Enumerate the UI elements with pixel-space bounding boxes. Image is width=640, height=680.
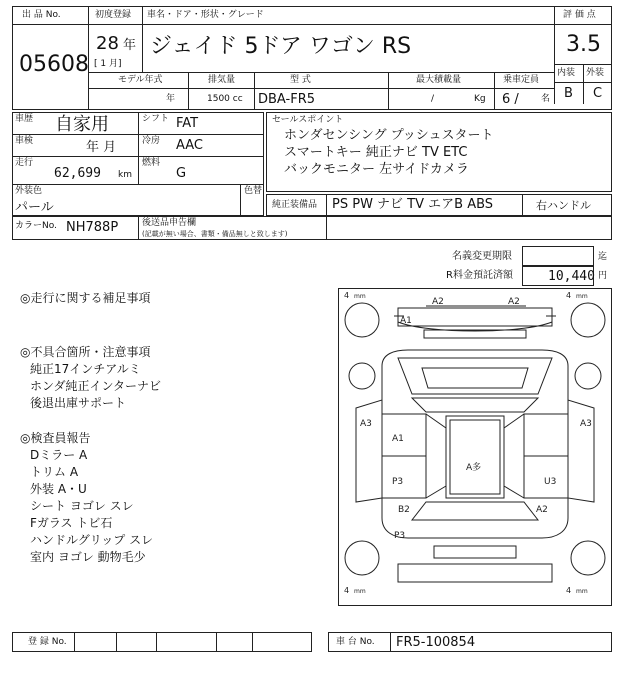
score-value: 3.5 [566, 32, 601, 57]
max-load-sep: / [431, 94, 435, 104]
ac-value: AAC [176, 138, 203, 153]
sales-points-label: セールスポイント [272, 115, 344, 125]
damage-mark: A1 [392, 434, 404, 444]
inspector-item: シート ヨゴレ スレ [30, 499, 134, 513]
history-value: 自家用 [55, 114, 109, 135]
tire-unit: mm [576, 588, 588, 595]
chassis-label: 車 台 No. [336, 637, 375, 647]
tire-front-right-icon [571, 303, 605, 337]
sales-point-line: ホンダセンシング プッシュスタート [284, 128, 494, 143]
inspector-item: Dミラー A [30, 448, 88, 462]
fuel-label: 燃料 [142, 158, 161, 168]
front-door-right [524, 414, 568, 456]
rear-door-left [382, 456, 426, 498]
inspection-label: 車検 [15, 136, 34, 146]
mileage-value: 62,699 [54, 166, 101, 181]
exterior-color-value: パール [15, 200, 54, 215]
damage-mark: P3 [394, 531, 406, 541]
tire-front-left-icon [345, 303, 379, 337]
car-condition-diagram [338, 288, 612, 606]
front-door-left [382, 414, 426, 456]
score-label: 評 価 点 [563, 10, 596, 20]
max-load-unit: Kg [474, 94, 486, 104]
name-change-box [522, 246, 594, 266]
damage-mark: P3 [392, 477, 404, 487]
fender-left [356, 400, 382, 502]
color-change-label: 色替 [244, 186, 263, 196]
rear-window [412, 502, 538, 520]
recycle-unit: 円 [598, 271, 608, 281]
equipment-items: PS PW ナビ TV エアB ABS [332, 197, 494, 212]
history-label: 車歴 [15, 114, 34, 124]
interior-label: 内装 [557, 68, 576, 78]
wheel-right-icon [575, 363, 601, 389]
trunk [434, 546, 516, 558]
model-year-label: モデル年式 [118, 75, 163, 85]
mileage-unit: km [118, 170, 132, 180]
car-name: ジェイド 5ドア ワゴン RS [150, 34, 412, 59]
model-year-unit: 年 [166, 94, 176, 104]
equipment-label: 純正装備品 [272, 200, 318, 210]
rear-bumper [398, 564, 552, 582]
steering-side: 右ハンドル [536, 199, 591, 212]
defects-title: ◎不具合箇所・注意事項 [20, 345, 151, 359]
fender-right [568, 400, 594, 502]
displacement-value: 1500 cc [207, 94, 243, 104]
model-code: DBA-FR5 [258, 92, 316, 107]
defect-item: ホンダ純正インターナビ [30, 379, 162, 393]
tire-label: 4 [344, 291, 350, 300]
exterior-color-label: 外装色 [15, 186, 43, 196]
tire-rear-left-icon [345, 541, 379, 575]
recycle-amount: 10,440 [548, 269, 595, 284]
exterior-grade: C [593, 86, 603, 101]
tire-unit: mm [354, 293, 366, 300]
tire-label: 4 [566, 291, 572, 300]
post-sale-note: (記載が無い場合、書類・備品無しと致します) [142, 230, 288, 238]
sales-point-line: スマートキー 純正ナビ TV ETC [284, 145, 468, 160]
inspection-value: 年 月 [86, 140, 117, 155]
hood [398, 358, 552, 394]
damage-mark: A2 [536, 505, 548, 515]
color-no-value: NH788P [66, 220, 119, 235]
front-bumper [398, 308, 552, 326]
damage-mark: A2 [432, 297, 444, 307]
lot-number: 05608 [19, 52, 89, 77]
defect-item: 後退出庫サポート [30, 396, 127, 410]
shift-value: FAT [176, 116, 199, 131]
lot-label: 出 品 No. [22, 10, 61, 20]
supplement-title: ◎走行に関する補足事項 [20, 291, 151, 305]
chassis-number: FR5-100854 [396, 635, 476, 650]
tire-rear-right-icon [571, 541, 605, 575]
tire-unit: mm [354, 588, 366, 595]
damage-mark: A1 [400, 316, 412, 326]
inspector-item: 室内 ヨゴレ 動物毛少 [30, 550, 146, 564]
damage-mark: A多 [466, 463, 482, 473]
inspector-item: Fガラス トビ石 [30, 516, 113, 530]
name-change-unit: 迄 [598, 252, 608, 262]
tire-label: 4 [566, 586, 572, 595]
capacity-unit: 名 [541, 94, 551, 104]
inspector-item: トリム A [30, 465, 79, 479]
roof [446, 416, 504, 498]
car-name-label: 車名・ドア・形状・グレード [147, 10, 264, 20]
model-code-label: 型 式 [290, 75, 311, 85]
year-unit: 年 [123, 38, 137, 53]
shift-label: シフト [142, 114, 170, 124]
name-change-label: 名義変更期限 [452, 251, 512, 262]
windshield [412, 398, 538, 412]
fuel-value: G [176, 166, 187, 181]
exterior-label: 外装 [586, 68, 605, 78]
capacity-value: 6 / [502, 92, 519, 107]
wheel-left-icon [349, 363, 375, 389]
damage-mark: U3 [544, 477, 557, 487]
mileage-label: 走行 [15, 158, 34, 168]
tire-label: 4 [344, 586, 350, 595]
inspector-item: ハンドルグリップ スレ [30, 533, 154, 547]
sales-point-line: バックモニター 左サイドカメラ [284, 162, 469, 177]
inspector-title: ◎検査員報告 [20, 431, 91, 445]
tire-unit: mm [576, 293, 588, 300]
defect-item: 純正17インチアルミ [30, 362, 141, 376]
damage-mark: A2 [508, 297, 520, 307]
registration-label: 登 録 No. [28, 637, 67, 647]
displacement-label: 排気量 [208, 75, 236, 85]
post-sale-label: 後送品申告欄 [142, 218, 197, 228]
damage-mark: A3 [360, 419, 372, 429]
recycle-label: R料金預託済額 [446, 270, 513, 281]
damage-mark: A3 [580, 419, 592, 429]
first-reg-month: [ 1 月] [94, 59, 122, 69]
inspector-item: 外装 A・U [30, 482, 87, 496]
first-reg-year: 28 [96, 33, 119, 54]
damage-mark: B2 [398, 505, 410, 515]
color-no-label: カラーNo. [15, 221, 57, 231]
interior-grade: B [564, 86, 573, 101]
max-load-label: 最大積載量 [416, 75, 462, 85]
capacity-label: 乗車定員 [503, 75, 540, 85]
ac-label: 冷房 [142, 136, 161, 146]
first-reg-label: 初度登録 [95, 10, 132, 20]
